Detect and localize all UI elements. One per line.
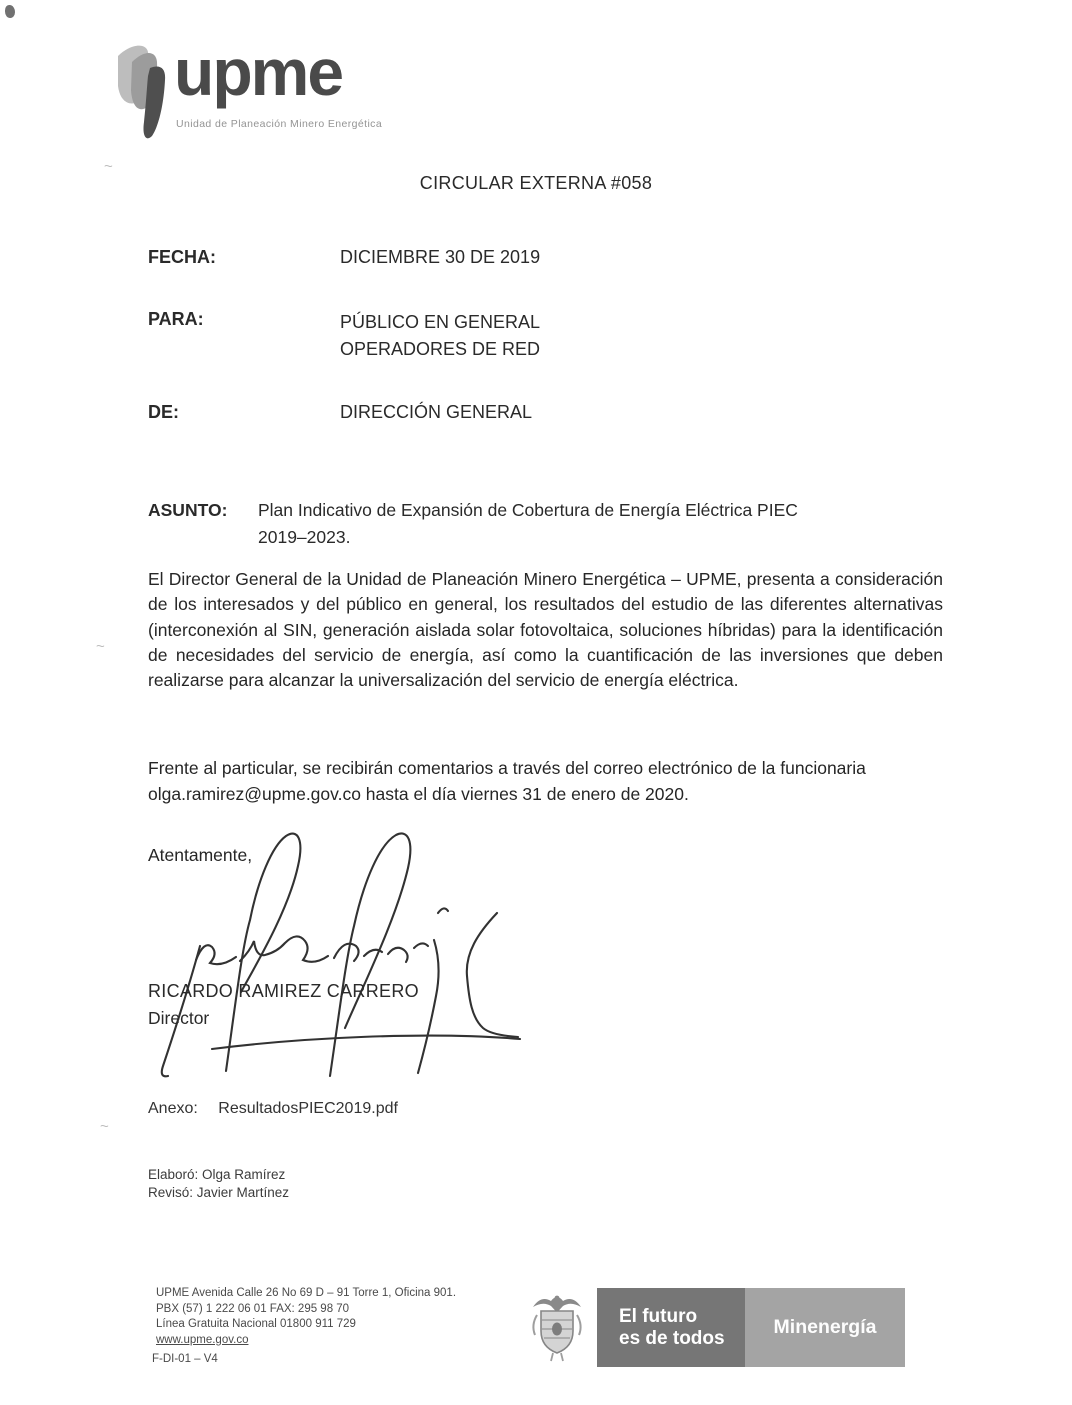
footer-address-line1: UPME Avenida Calle 26 No 69 D – 91 Torre 1, Oficina 901. <box>156 1287 457 1299</box>
scan-artifact: ~ <box>100 1118 109 1135</box>
upme-leaf-icon <box>112 38 172 143</box>
attachment-filename: ResultadosPIEC2019.pdf <box>218 1100 398 1117</box>
logo-tagline: Unidad de Planeación Minero Energética <box>176 118 383 130</box>
scan-artifact: ~ <box>96 638 105 655</box>
scan-artifact: ~ <box>104 158 113 175</box>
asunto-line2: 2019–2023. <box>258 527 351 547</box>
para-value <box>340 309 540 363</box>
form-code: F-DI-01 – V4 <box>152 1353 218 1365</box>
de-value: DIRECCIÓN GENERAL <box>340 402 533 422</box>
scan-corner-artifact <box>5 5 15 18</box>
elaboro-line: Elaboró: Olga Ramírez <box>148 1167 286 1182</box>
para-line2: OPERADORES DE RED <box>340 339 541 359</box>
handwritten-signature <box>138 828 548 1086</box>
fecha-value: DICIEMBRE 30 DE 2019 <box>340 247 541 267</box>
footer-address-line3: Línea Gratuita Nacional 01800 911 729 <box>156 1318 356 1330</box>
logo-wordmark: upme <box>174 35 343 109</box>
attachment-row <box>148 1100 398 1118</box>
salutation: Atentamente, <box>148 845 253 865</box>
body-paragraph-2: Frente al particular, se recibirán comentarios a través del correo electrónico de la funcionaria olga.ramirez@upme.gov.co hasta el día viernes 31 de enero de 2020. <box>148 758 866 804</box>
footer-address-block <box>156 1286 456 1348</box>
asunto-line1: Plan Indicativo de Expansión de Cobertura de Energía Eléctrica PIEC <box>258 500 798 520</box>
body-paragraph-1: El Director General de la Unidad de Planeación Minero Energética – UPME, presenta a consideración de los interesados y del público en general, los resultados del estudio de las diferentes alternativas (interconexión al SIN, generación aislada solar fotovoltaica, soluciones híbridas) para la identificación de necesidades del servicio de energía, así como la cuantificación de las inversiones que deben realizarse para alcanzar la universalización del servicio de energía eléctrica. <box>148 569 943 691</box>
slogan-line1: El futuro <box>619 1305 698 1327</box>
de-label: DE: <box>148 402 179 422</box>
credits-block <box>148 1166 289 1202</box>
asunto-value <box>258 497 878 551</box>
fecha-label: FECHA: <box>148 247 216 267</box>
colombia-coat-of-arms-icon <box>527 1291 587 1363</box>
para-line1: PÚBLICO EN GENERAL <box>340 312 541 332</box>
para-label: PARA: <box>148 309 204 329</box>
reviso-line: Revisó: Javier Martínez <box>148 1185 290 1200</box>
signer-name: RICARDO RAMIREZ CARRERO <box>148 981 419 1001</box>
attachment-label: Anexo: <box>148 1100 198 1117</box>
document-title: CIRCULAR EXTERNA #058 <box>419 173 653 193</box>
el-futuro-es-de-todos-banner <box>597 1288 745 1367</box>
slogan-line2: es de todos <box>619 1327 725 1349</box>
asunto-label: ASUNTO: <box>148 500 228 520</box>
minenergia-banner <box>745 1288 905 1367</box>
footer-address-line2: PBX (57) 1 222 06 01 FAX: 295 98 70 <box>156 1302 350 1315</box>
footer-website-link[interactable]: www.upme.gov.co <box>156 1333 249 1346</box>
government-slogan <box>597 1306 725 1350</box>
upme-logo <box>112 36 412 136</box>
signer-title: Director <box>148 1008 210 1028</box>
ministry-name: Minenergía <box>773 1316 877 1338</box>
